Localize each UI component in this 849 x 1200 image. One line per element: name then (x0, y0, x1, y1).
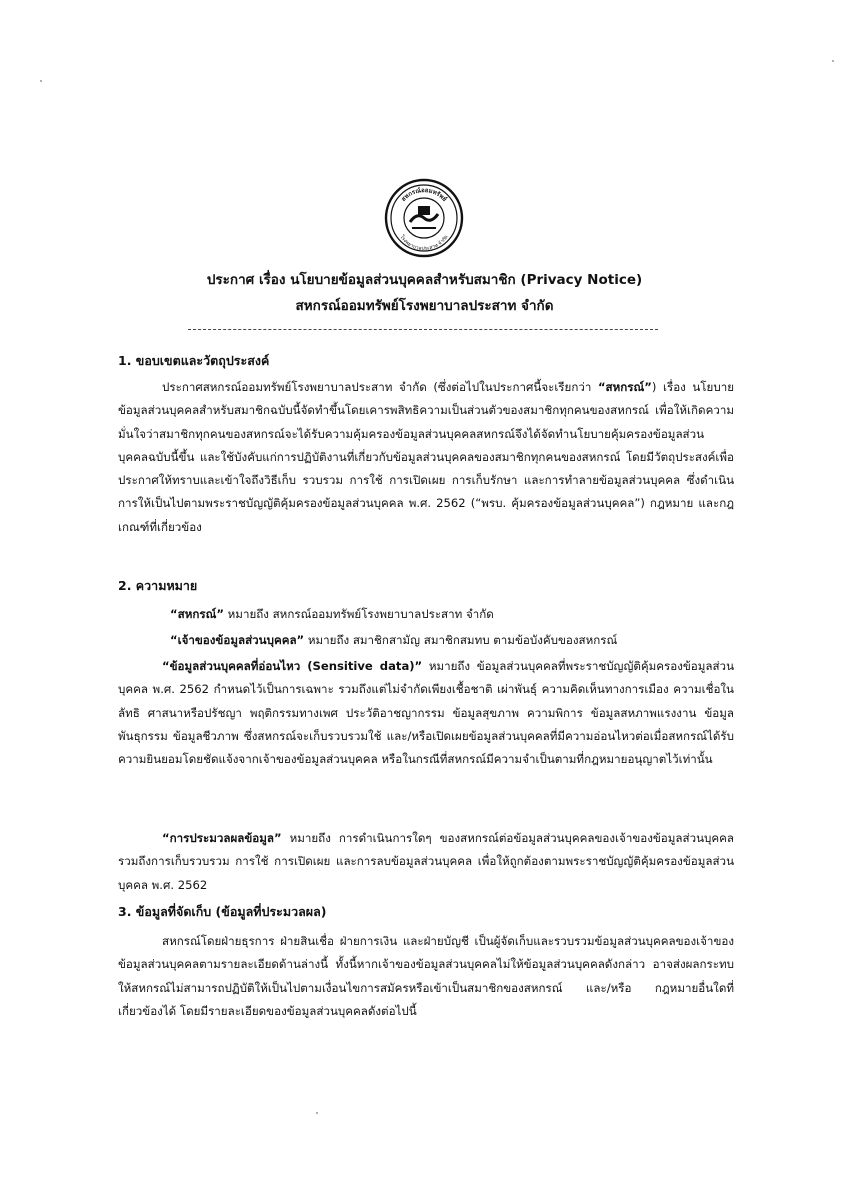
section-3-heading: 3. ข้อมูลที่จัดเก็บ (ข้อมูลที่ประมวลผล) (118, 904, 327, 919)
section-1-term: “สหกรณ์” (597, 380, 652, 394)
seal-emblem-icon (384, 178, 464, 258)
cooperative-seal (384, 178, 464, 258)
svg-text:สหกรณ์ออมทรัพย์ (400, 186, 449, 203)
scan-speck (832, 60, 834, 62)
scan-speck (316, 1112, 318, 1114)
section-1-intro: ประกาศสหกรณ์ออมทรัพย์โรงพยาบาลประสาท จำกัด (ซึ่งต่อไปในประกาศนี้จะเรียกว่า (162, 380, 598, 394)
definition-term: “การประมวลผลข้อมูล” (162, 831, 282, 845)
section-3-paragraph: สหกรณ์โดยฝ่ายธุรการ ฝ่ายสินเชื่อ ฝ่ายการเงิน และฝ่ายบัญชี เป็นผู้จัดเก็บและรวบรวมข้อมูลส่วนบุคคลของเจ้าของข้อมูลส่วนบุคคลตามรายละเอียดด้านล่างนี้ ทั้งนี้หากเจ้าของข้อมูลส่วนบุคคลไม่ให้ข้อมูลส่วนบุคคลดังกล่าว อาจส่งผลกระทบให้สหกรณ์ไม่สามารถปฏิบัติให้เป็นไปตามเงื่อนไขการสมัครหรือเข้าเป็นสมาชิกของสหกรณ์ และ/หรือ กฎหมายอื่นใดที่เกี่ยวข้องได้ โดยมีรายละเอียดของข้อมูลส่วนบุคคลดังต่อไปนี้ (118, 934, 734, 1018)
definition-term: “เจ้าของข้อมูลส่วนบุคคล” (170, 633, 305, 647)
definition-text: หมายถึง การดำเนินการใดๆ ของสหกรณ์ต่อข้อมูลส่วนบุคคลของเจ้าของข้อมูลส่วนบุคคล รวมถึงการเก็บรวบรวม การใช้ การเปิดเผย และการลบข้อมูลส่วนบุคคล เพื่อให้ถูกต้องตามพระราชบัญญัติคุ้มครองข้อมูลส่วนบุคคล พ.ศ. 2562 (118, 831, 734, 892)
definition-text: หมายถึง สมาชิกสามัญ สมาชิกสมทบ ตามข้อบังคับของสหกรณ์ (304, 633, 618, 647)
section-1-paragraph (118, 376, 734, 539)
definition-data-processing (118, 827, 734, 897)
definition-cooperative (170, 603, 494, 626)
definition-text: หมายถึง ข้อมูลส่วนบุคคลที่พระราชบัญญัติคุ้มครองข้อมูลส่วนบุคคล พ.ศ. 2562 กำหนดไว้เป็นการเฉพาะ รวมถึงแต่ไม่จำกัดเพียงเชื้อชาติ เผ่าพันธุ์ ความคิดเห็นทางการเมือง ความเชื่อในลัทธิ ศาสนาหรือปรัชญา พฤติกรรมทางเพศ ประวัติอาชญากรรม ข้อมูลสุขภาพ ความพิการ ข้อมูลสหภาพแรงงาน ข้อมูลพันธุกรรม ข้อมูลชีวภาพ ซึ่งสหกรณ์จะเก็บรวบรวมใช้ และ/หรือเปิดเผยข้อมูลส่วนบุคคลที่มีความอ่อนไหวต่อเมื่อสหกรณ์ได้รับความยินยอมโดยชัดแจ้งจากเจ้าของข้อมูลส่วนบุคคล หรือในกรณีที่สหกรณ์มีความจำเป็นตามที่กฎหมายอนุญาตไว้เท่านั้น (118, 659, 734, 767)
scan-speck (40, 80, 42, 82)
section-1-heading: 1. ขอบเขตและวัตถุประสงค์ (118, 353, 270, 368)
definition-data-owner (170, 629, 617, 652)
seal-text-top: สหกรณ์ออมทรัพย์ (400, 186, 448, 203)
organization-name: สหกรณ์ออมทรัพย์โรงพยาบาลประสาท จำกัด (295, 298, 554, 314)
section-2-heading: 2. ความหมาย (118, 578, 198, 593)
definition-sensitive-data (118, 655, 734, 771)
definition-term: “สหกรณ์” (170, 607, 224, 621)
title-divider (188, 329, 658, 330)
notice-title: ประกาศ เรื่อง นโยบายข้อมูลส่วนบุคคลสำหรับสมาชิก (Privacy Notice) (206, 272, 643, 288)
definition-term: “ข้อมูลส่วนบุคคลที่อ่อนไหว (Sensitive data)” (162, 659, 423, 673)
svg-text:โรงพยาบาลประสาท จำกัด (398, 234, 449, 252)
definition-text: หมายถึง สหกรณ์ออมทรัพย์โรงพยาบาลประสาท จำกัด (223, 607, 494, 621)
section-1-body: ) เรื่อง นโยบายข้อมูลส่วนบุคคลสำหรับสมาชิกฉบับนี้จัดทำขึ้นโดยเคารพสิทธิความเป็นส่วนตัวของสมาชิกทุกคนของสหกรณ์ เพื่อให้เกิดความมั่นใจว่าสมาชิกทุกคนของสหกรณ์จะได้รับความคุ้มครองข้อมูลส่วนบุคคลสหกรณ์จึงได้จัดทำนโยบายคุ้มครองข้อมูลส่วนบุคคลฉบับนี้ขึ้น และใช้บังคับแก่การปฏิบัติงานที่เกี่ยวกับข้อมูลส่วนบุคคลของสมาชิกทุกคนของสหกรณ์ โดยมีวัตถุประสงค์เพื่อประกาศให้ทราบและเข้าใจถึงวิธีเก็บ รวบรวม การใช้ การเปิดเผย การเก็บรักษา และการทำลายข้อมูลส่วนบุคคล ซึ่งดำเนินการให้เป็นไปตามพระราชบัญญัติคุ้มครองข้อมูลส่วนบุคคล พ.ศ. 2562 (“พรบ. คุ้มครองข้อมูลส่วนบุคคล”) กฎหมาย และกฎเกณฑ์ที่เกี่ยวข้อง (118, 380, 734, 534)
seal-text-bottom: โรงพยาบาลประสาท จำกัด (398, 234, 450, 253)
